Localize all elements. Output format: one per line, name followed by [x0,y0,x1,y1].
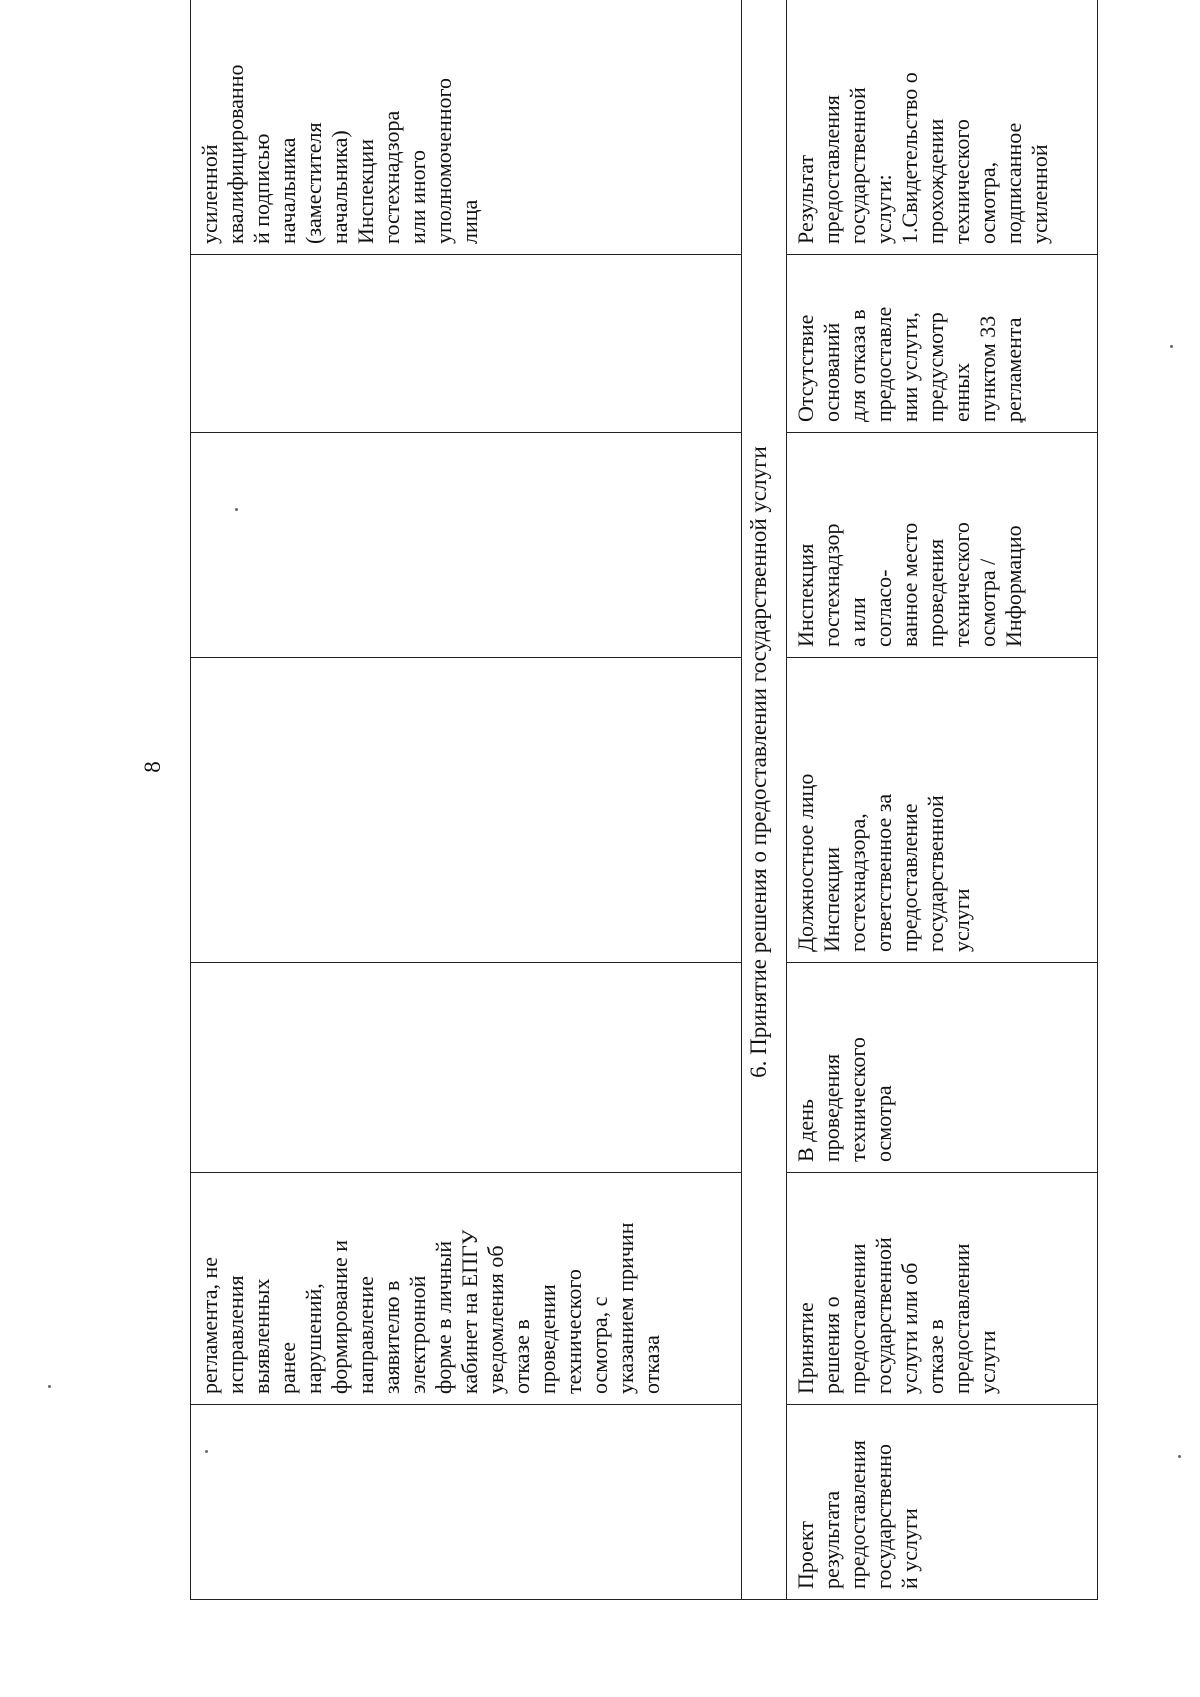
section-heading: 6. Принятие решения о предоставлении государственной услуги [742,0,787,1600]
page-number: 8 [140,761,165,773]
basis-text: Проект результата предоставления государственно й услуги [793,1440,922,1589]
signature-note-text: усиленной квалифицированно й подписью начальника (заместителя начальника) Инспекции гостехнадзора или иного уполномоченного лица [197,64,482,244]
scan-speck [1178,1455,1181,1458]
responsible-person-text: Должностное лицо Инспекции гостехнадзора, ответственное за предоставление государственной услуги [793,773,974,952]
table-cell [787,255,1098,433]
table-cell [787,1405,1098,1600]
term-text: В день проведения технического осмотра [793,1037,896,1162]
table-cell [191,255,742,433]
table-cell [787,963,1098,1173]
result-text: Результат предоставления государственной услуги: 1.Свидетельство о прохождении технического осмотра, подписанное усиленной [793,72,1052,244]
scan-speck [1170,345,1173,348]
table-cell [191,433,742,658]
table-cell [787,0,1098,255]
procedure-table [190,0,1098,1600]
table-cell [787,433,1098,658]
scan-speck [48,1385,51,1388]
place-text: Инспекция гостехнадзор а или согласо- ванное место проведения технического осмотра / Информацио [793,522,1026,647]
table-cell [191,963,742,1173]
table-cell [191,0,742,255]
rotated-document-page [70,64,1170,1625]
table-cell [191,1173,742,1405]
table-cell [787,1173,1098,1405]
table-cell [191,1405,742,1600]
refusal-action-text: регламента, не исправления выявленных ранее нарушений, формирование и направление заявителю в электронной форме в личный кабинет на ЕПГУ уведомления об отказе в проведении технического осмотра, с указанием причин отказа [197,1222,664,1394]
table-row [787,0,1098,1600]
table-row [191,0,742,1600]
criteria-text: Отсутствие оснований для отказа в предоставле нии услуги, предусмотр енных пунктом 33 регламента [793,306,1026,422]
table-cell [787,658,1098,963]
action-text: Принятие решения о предоставлении государственной услуги или об отказе в предоставлении услуги [793,1237,1000,1394]
section-heading-row [742,0,787,1600]
table-cell [191,658,742,963]
